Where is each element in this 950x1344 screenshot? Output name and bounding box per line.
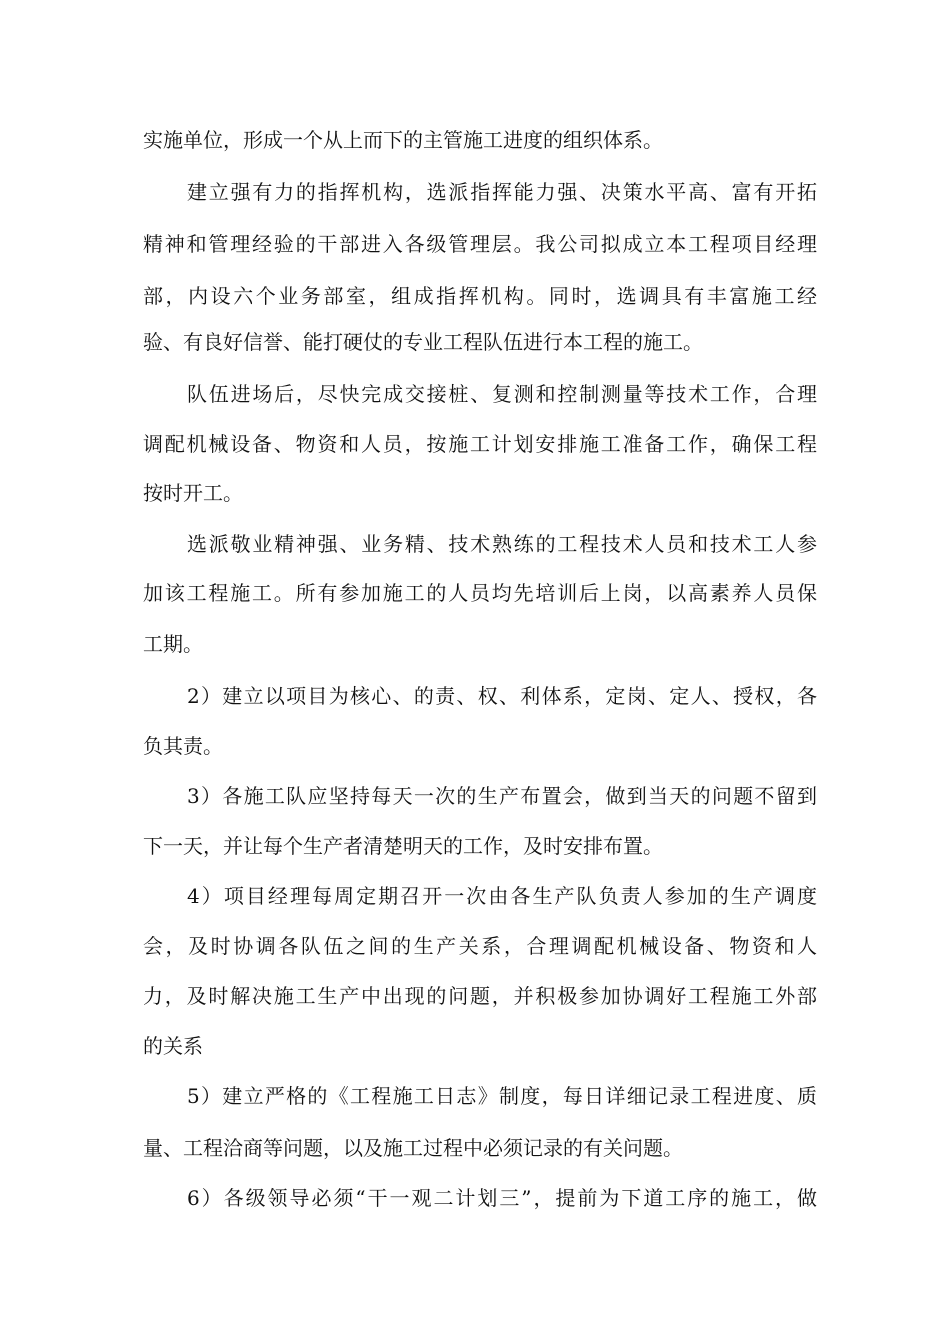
paragraph-first-line: 5）建立严格的《工程施工日志》制度，每日详细记录工程进度、质 [187,1084,817,1108]
text-line: 验、有良好信誉、能打硬仗的专业工程队伍进行本工程的施工。 [143,330,703,354]
text-line: 精神和管理经验的干部进入各级管理层。我公司拟成立本工程项目经理 [143,232,817,256]
text-line: 实施单位，形成一个从上而下的主管施工进度的组织体系。 [143,128,663,152]
text-line: 力，及时解决施工生产中出现的问题，并积极参加协调好工程施工外部 [143,984,817,1008]
text-line: 部，内设六个业务部室，组成指挥机构。同时，选调具有丰富施工经 [143,284,817,308]
text-line: 量、工程洽商等问题，以及施工过程中必须记录的有关问题。 [143,1136,683,1160]
paragraph-first-line: 选派敬业精神强、业务精、技术熟练的工程技术人员和技术工人参 [187,532,817,556]
paragraph-first-line: 6）各级领导必须“干一观二计划三”，提前为下道工序的施工，做 [187,1186,817,1210]
text-line: 加该工程施工。所有参加施工的人员均先培训后上岗，以高素养人员保 [143,581,817,605]
paragraph-first-line: 3）各施工队应坚持每天一次的生产布置会，做到当天的问题不留到 [187,784,817,808]
paragraph-first-line: 队伍进场后，尽快完成交接桩、复测和控制测量等技术工作，合理 [187,382,817,406]
text-line: 按时开工。 [143,481,243,505]
text-line: 调配机械设备、物资和人员，按施工计划安排施工准备工作，确保工程 [143,432,817,456]
text-line: 会，及时协调各队伍之间的生产关系，合理调配机械设备、物资和人 [143,934,817,958]
text-line: 的关系 [143,1034,203,1058]
text-line: 负其责。 [143,734,223,758]
text-line: 下一天，并让每个生产者清楚明天的工作，及时安排布置。 [143,834,663,858]
text-line: 工期。 [143,632,203,656]
paragraph-first-line: 建立强有力的指挥机构，选派指挥能力强、决策水平高、富有开拓 [187,180,817,204]
paragraph-first-line: 2）建立以项目为核心、的责、权、利体系，定岗、定人、授权，各 [187,684,817,708]
paragraph-first-line: 4）项目经理每周定期召开一次由各生产队负责人参加的生产调度 [187,884,817,908]
